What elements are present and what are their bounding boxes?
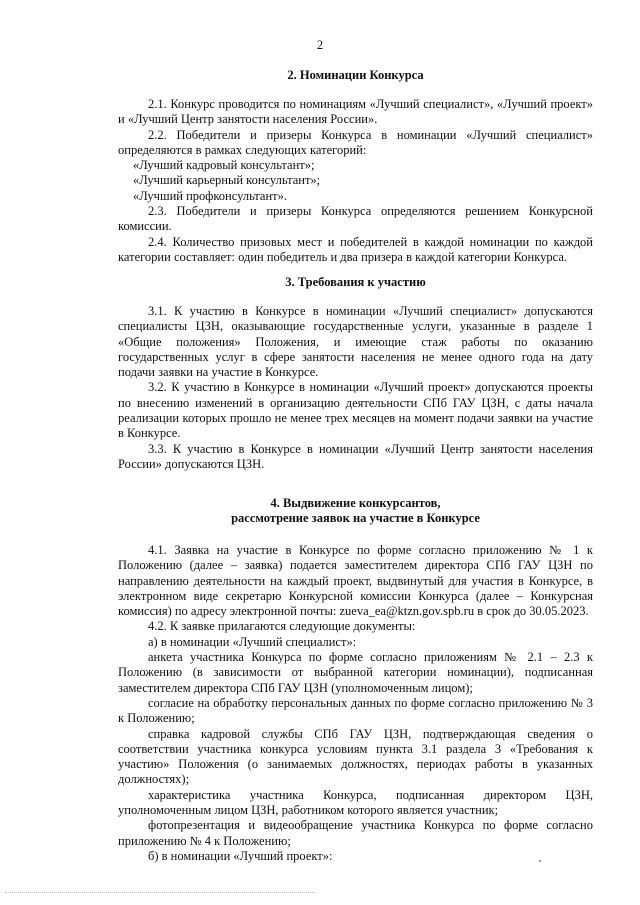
document-item: согласие на обработку персональных данных по форме согласно приложению № 3 к Положению; <box>118 695 593 726</box>
section-4-body <box>118 543 593 864</box>
category-item: «Лучший профконсультант». <box>133 188 287 203</box>
footer-scan-line <box>5 892 315 894</box>
paragraph-4-2: 4.2. К заявке прилагаются следующие документы: <box>148 619 416 634</box>
section-3 <box>118 275 593 290</box>
paragraph-4-1-tail: в срок до 30.05.2023. <box>474 604 589 619</box>
section-2-body <box>118 97 593 265</box>
paragraph-4-1-text: 4.1. Заявка на участие в Конкурсе по форме согласно приложению № 1 к Положению (далее – заявка) подается заместителем директора СПб ГАУ ЦЗН по направлению деятельности на каждый проект, выдвинутый для участия в Конкурсе, в электронном виде секретарю Конкурсной комиссии Конкурса (далее – Конкурсная комиссия) по адресу электронной почты: <box>118 543 593 619</box>
paragraph-3-2: 3.2. К участию в Конкурсе в номинации «Лучший проект» допускаются проекты по внесению изменений в организацию деятельности СПб ГАУ ЦЗН, с даты начала реализации которых прошло не менее трех месяцев на момент подачи заявки на участие в Конкурсе. <box>118 380 593 441</box>
section-3-heading: 3. Требования к участию <box>285 275 426 289</box>
paragraph-2-3: 2.3. Победители и призеры Конкурса определяются решением Конкурсной комиссии. <box>118 204 593 234</box>
paragraph-2-2: 2.2. Победители и призеры Конкурса в номинации «Лучший специалист» определяются в рамках следующих категорий: <box>118 127 593 157</box>
category-item: «Лучший кадровый консультант»; <box>133 158 315 173</box>
document-item: анкета участника Конкурса по форме согласно приложениям № 2.1 – 2.3 к Положению (в зависимости от выбранной категории номинации), подписанная заместителем директора СПб ГАУ ЦЗН (уполномоченным лицом); <box>118 650 593 695</box>
paragraph-4-1 <box>118 543 593 619</box>
section-4-heading-line-1: 4. Выдвижение конкурсантов, <box>270 496 441 510</box>
paragraph-2-4: 2.4. Количество призовых мест и победителей в каждой номинации по каждой категории составляет: один победитель и два призера в каждой категории Конкурса. <box>118 234 593 264</box>
section-4 <box>118 496 593 527</box>
paragraph-2-1: 2.1. Конкурс проводится по номинациям «Лучший специалист», «Лучший проект» и «Лучший Центр занятости населения России». <box>118 97 593 127</box>
section-2-heading: 2. Номинации Конкурса <box>287 68 424 82</box>
email-link[interactable]: zueva_ea@ktzn.gov.spb.ru <box>339 604 475 619</box>
paragraph-3-3: 3.3. К участию в Конкурсе в номинации «Лучший Центр занятости населения России» допускаются ЦЗН. <box>118 441 593 471</box>
category-item: «Лучший карьерный консультант»; <box>133 173 321 188</box>
scan-artifact <box>539 860 541 862</box>
section-3-body <box>118 304 593 472</box>
document-item: характеристика участника Конкурса, подписанная директором ЦЗН, уполномоченным лицом ЦЗН, работником которого является участник; <box>118 787 593 818</box>
list-item-b: б) в номинации «Лучший проект»: <box>148 848 333 863</box>
section-2 <box>118 68 593 83</box>
page-number: 2 <box>316 38 324 52</box>
section-4-heading-line-2: рассмотрение заявок на участие в Конкурсе <box>231 511 480 526</box>
list-item-a: а) в номинации «Лучший специалист»: <box>148 634 357 649</box>
document-item: справка кадровой службы СПб ГАУ ЦЗН, подтверждающая сведения о соответствии участника конкурса условиям пункта 3.1 раздела 3 «Требования к участию» Положения (о занимаемых должностях, периодах работы в указанных должностях); <box>118 726 593 787</box>
document-item: фотопрезентация и видеообращение участника Конкурса по форме согласно приложению № 4 к Положению; <box>118 818 593 848</box>
paragraph-3-1: 3.1. К участию в Конкурсе в номинации «Лучший специалист» допускаются специалисты ЦЗН, оказывающие государственные услуги, указанные в разделе 1 «Общие положения» Положения, и имеющие стаж работы по оказанию государственных услуг в сфере занятости населения не менее одного года на дату подачи заявки на участие в Конкурсе. <box>118 304 593 380</box>
